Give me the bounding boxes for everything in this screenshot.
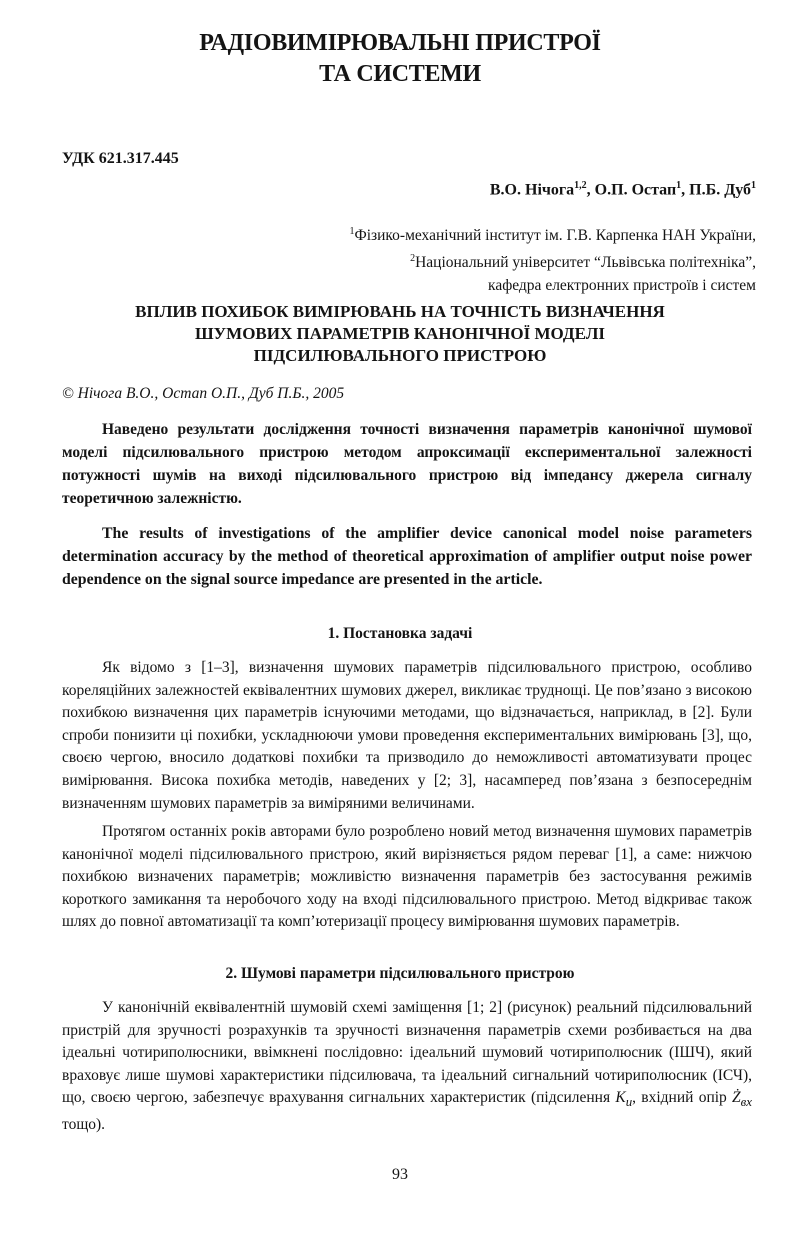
section-2-paragraph-mid: , вхідний опір: [632, 1089, 733, 1107]
section-2-paragraph-1: [62, 997, 752, 1137]
section-1-paragraph-2: Протягом останніх років авторами було розроблено новий метод визначення шумових параметрів канонічної моделі підсилювального пристрою, який вирізняється рядом переваг [1], а саме: нижчою похибкою визначених параметрів; можливістю визначення параметрів без застосування режимів короткого замикання та неробочого ходу на вході підсилювального пристрою. Метод відкриває також шлях до повної автоматизації та комп’ютеризації процесу вимірювання шумових параметрів.: [62, 823, 752, 931]
impedance-symbol: Ż: [732, 1089, 741, 1107]
paper-title: [60, 301, 740, 367]
journal-section-title: [0, 28, 800, 90]
abstract-english: The results of investigations of the amplifier device canonical model noise parameters determination accuracy by the method of theoretical approximation of amplifier output noise power dependence on the signal source impedance are presented in the article.: [62, 525, 752, 588]
section-2-paragraph-text: У канонічній еквівалентній шумовій схемі заміщення [1; 2] (рисунок) реальний підсилювальний пристрій для зручності розрахунків та зручності визначення параметрів схеми розбивається на два ідеальні чотириполюсники, ввімкнені послідовно: ідеальний шумовий чотириполюсник (ІШЧ), який враховує лише шумові характеристики підсилювача, та ідеальний сигнальний чотириполюсник (ІСЧ), що, своєю чергою, забезпечує врахування сигнальних характеристик (підсилення: [62, 999, 752, 1107]
udk-code: УДК 621.317.445: [62, 150, 179, 167]
affiliation-3: кафедра електронних пристроїв і систем: [488, 277, 756, 295]
affiliations: [156, 220, 756, 297]
affiliation-2-mark: 2: [410, 253, 416, 265]
paper-title-line-3: ПІДСИЛЮВАЛЬНОГО ПРИСТРОЮ: [253, 346, 547, 365]
paper-title-line-1: ВПЛИВ ПОХИБОК ВИМІРЮВАНЬ НА ТОЧНІСТЬ ВИЗНАЧЕННЯ: [135, 302, 665, 321]
affiliation-1-mark: 1: [349, 226, 355, 237]
abstract-ukrainian: Наведено результати дослідження точності визначення параметрів канонічної шумової моделі підсилювального пристрою методом апроксимації експериментальної залежності потужності шумів на виході підсилювального пристрою від імпедансу джерела сигналу теоретичною залежністю.: [62, 421, 752, 507]
affiliation-1-text: Фізико-механічний інститут ім. Г.В. Карпенка НАН України,: [354, 227, 756, 245]
copyright-line: © Нічога В.О., Остап О.П., Дуб П.Б., 2005: [62, 385, 345, 402]
affiliation-2: [156, 247, 756, 274]
author-1-affiliation-mark: 1,2: [574, 180, 587, 191]
section-1-heading: 1. Постановка задачі: [327, 625, 473, 642]
section-1-paragraph-1: Як відомо з [1–3], визначення шумових параметрів підсилювального пристрою, особливо кореляційних залежностей еквівалентних шумових джерел, викликає труднощі. Це пов’язано з високою похибкою визначення цих параметрів існуючими методами, що відзначається, наприклад, в [2]. Були спроби понизити ці похибки, ускладнюючи умови проведення експериментальних вимірювань [3], що, своєю чергою, вносило додаткові похибки та призводило до неможливості автоматизувати процес вимірювання. Висока похибка методів, наведених у [2; 3], насамперед пов’язана з безпосереднім визначенням шумових параметрів за виміряними величинами.: [62, 659, 752, 812]
gain-subscript: u: [625, 1094, 633, 1110]
page-number: 93: [392, 1166, 408, 1183]
author-1-name: В.О. Нічога: [489, 181, 575, 199]
section-title-line-1: РАДІОВИМІРЮВАЛЬНІ ПРИСТРОЇ: [199, 30, 601, 56]
affiliation-2-text: Національний університет “Львівська політехніка”,: [415, 254, 756, 272]
author-3-affiliation-mark: 1: [751, 180, 756, 191]
impedance-subscript: вх: [740, 1094, 753, 1110]
affiliation-1: [156, 220, 756, 247]
author-2-affiliation-mark: 1: [676, 180, 682, 191]
author-list: [490, 180, 756, 199]
section-2-paragraph-end: тощо).: [62, 1116, 106, 1134]
gain-symbol: K: [615, 1089, 626, 1107]
section-2-heading: 2. Шумові параметри підсилювального пристрою: [225, 965, 575, 982]
author-3-name: , П.Б. Дуб: [681, 181, 751, 199]
paper-title-line-2: ШУМОВИХ ПАРАМЕТРІВ КАНОНІЧНОЇ МОДЕЛІ: [195, 324, 605, 343]
section-title-line-2: ТА СИСТЕМИ: [319, 61, 481, 87]
author-2-name: , О.П. Остап: [586, 181, 677, 199]
